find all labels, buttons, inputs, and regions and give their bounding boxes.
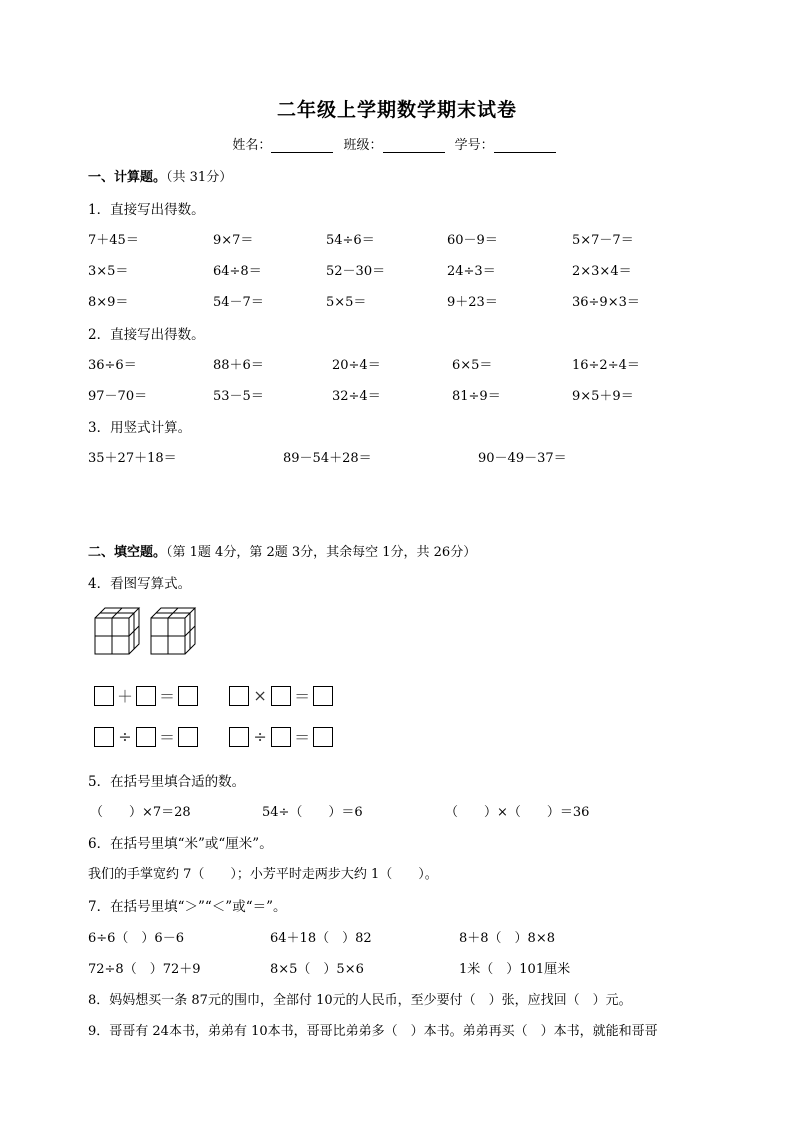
- equals-sign: ＝: [158, 728, 175, 747]
- answer-box[interactable]: [178, 686, 198, 706]
- student-info: [0, 134, 794, 153]
- cube-figure: [90, 604, 200, 658]
- class-label: 班级：: [343, 138, 383, 153]
- question-8-text: 8．妈妈想买一条 87元的围巾，全部付 10元的人民币，至少要付（ ）张，应找回（ ）元。: [88, 993, 632, 1008]
- q2-item: 36÷6＝: [88, 358, 137, 373]
- q2-item: 20÷4＝: [332, 358, 381, 373]
- equation-row: [94, 684, 359, 707]
- equals-sign: ＝: [158, 687, 175, 706]
- q2-item: 9×5＋9＝: [572, 389, 634, 404]
- answer-box[interactable]: [229, 727, 249, 747]
- q1-item: 60－9＝: [447, 233, 498, 248]
- question-3-label: 3．用竖式计算。: [88, 420, 192, 436]
- answer-box[interactable]: [136, 686, 156, 706]
- plus-sign: ＋: [116, 687, 133, 706]
- times-sign: ×: [253, 686, 267, 705]
- q1-item: 9×7＝: [213, 233, 254, 248]
- answer-box[interactable]: [271, 686, 291, 706]
- q2-item: 97－70＝: [88, 389, 148, 404]
- divide-sign: ÷: [118, 727, 132, 746]
- q1-item: 3×5＝: [88, 264, 129, 279]
- answer-box[interactable]: [229, 686, 249, 706]
- q1-item: 5×7－7＝: [572, 233, 634, 248]
- q1-item: 24÷3＝: [447, 264, 496, 279]
- q2-item: 32÷4＝: [332, 389, 381, 404]
- question-4-label: 4．看图写算式。: [88, 576, 192, 592]
- section-2-note: （第 1题 4分，第 2题 3分，其余每空 1分，共 26分）: [166, 545, 477, 560]
- answer-box[interactable]: [94, 727, 114, 747]
- cube-icon: [95, 608, 139, 654]
- q7-item: 1米（ ）101厘米: [459, 962, 571, 977]
- q2-item: 6×5＝: [452, 358, 493, 373]
- question-2-label: 2．直接写出得数。: [88, 327, 205, 343]
- section-1-title: 一、计算题。: [88, 170, 167, 185]
- name-label: 姓名：: [232, 138, 272, 153]
- q3-item: 90－49－37＝: [478, 451, 567, 466]
- question-5-label: 5．在括号里填合适的数。: [88, 774, 246, 790]
- answer-box[interactable]: [178, 727, 198, 747]
- answer-box[interactable]: [313, 686, 333, 706]
- q2-item: 16÷2÷4＝: [572, 358, 640, 373]
- section-2-title: 二、填空题。: [88, 545, 167, 560]
- cube-icon: [151, 608, 195, 654]
- equation-row: [94, 725, 359, 748]
- class-blank[interactable]: [383, 138, 445, 153]
- q7-item: 6÷6（ ）6－6: [88, 931, 184, 946]
- answer-box[interactable]: [136, 727, 156, 747]
- question-9-text: 9．哥哥有 24本书，弟弟有 10本书，哥哥比弟弟多（ ）本书。弟弟再买（ ）本书，就能和哥哥: [88, 1024, 658, 1039]
- section-1-heading: [88, 166, 232, 185]
- q2-item: 53－5＝: [213, 389, 264, 404]
- q1-item: 54÷6＝: [326, 233, 375, 248]
- q1-item: 7＋45＝: [88, 233, 139, 248]
- section-2-heading: [88, 541, 476, 560]
- q1-item: 8×9＝: [88, 295, 129, 310]
- q7-item: 72÷8（ ）72＋9: [88, 962, 201, 977]
- number-blank[interactable]: [494, 138, 556, 153]
- q1-item: 5×5＝: [326, 295, 367, 310]
- q1-item: 36÷9×3＝: [572, 295, 640, 310]
- answer-box[interactable]: [271, 727, 291, 747]
- q1-item: 2×3×4＝: [572, 264, 632, 279]
- question-1-label: 1．直接写出得数。: [88, 202, 205, 218]
- q2-item: 81÷9＝: [452, 389, 501, 404]
- q6-text: 我们的手掌宽约 7（ ）；小芳平时走两步大约 1（ ）。: [88, 867, 438, 882]
- q7-item: 8＋8（ ）8×8: [459, 931, 555, 946]
- q7-item: 8×5（ ）5×6: [270, 962, 364, 977]
- q5-item: 54÷（ ）＝6: [262, 805, 363, 820]
- q1-item: 52－30＝: [326, 264, 386, 279]
- question-7-label: 7．在括号里填“＞”“＜”或“＝”。: [88, 899, 287, 915]
- number-label: 学号：: [454, 138, 494, 153]
- equals-sign: ＝: [294, 687, 311, 706]
- q7-item: 64＋18（ ）82: [270, 931, 372, 946]
- answer-box[interactable]: [94, 686, 114, 706]
- question-6-label: 6．在括号里填“米”或“厘米”。: [88, 836, 273, 852]
- q1-item: 54－7＝: [213, 295, 264, 310]
- q1-item: 9＋23＝: [447, 295, 498, 310]
- q5-item: （ ）×7＝28: [90, 805, 191, 820]
- q3-item: 35＋27＋18＝: [88, 451, 177, 466]
- divide-sign: ÷: [253, 727, 267, 746]
- q3-item: 89－54＋28＝: [283, 451, 372, 466]
- section-1-note: （共 31分）: [166, 170, 233, 185]
- q5-item: （ ）×（ ）＝36: [445, 805, 590, 820]
- page-title: 二年级上学期数学期末试卷: [276, 99, 517, 121]
- q1-item: 64÷8＝: [213, 264, 262, 279]
- name-blank[interactable]: [271, 138, 333, 153]
- answer-box[interactable]: [313, 727, 333, 747]
- q2-item: 88＋6＝: [213, 358, 264, 373]
- equals-sign: ＝: [294, 728, 311, 747]
